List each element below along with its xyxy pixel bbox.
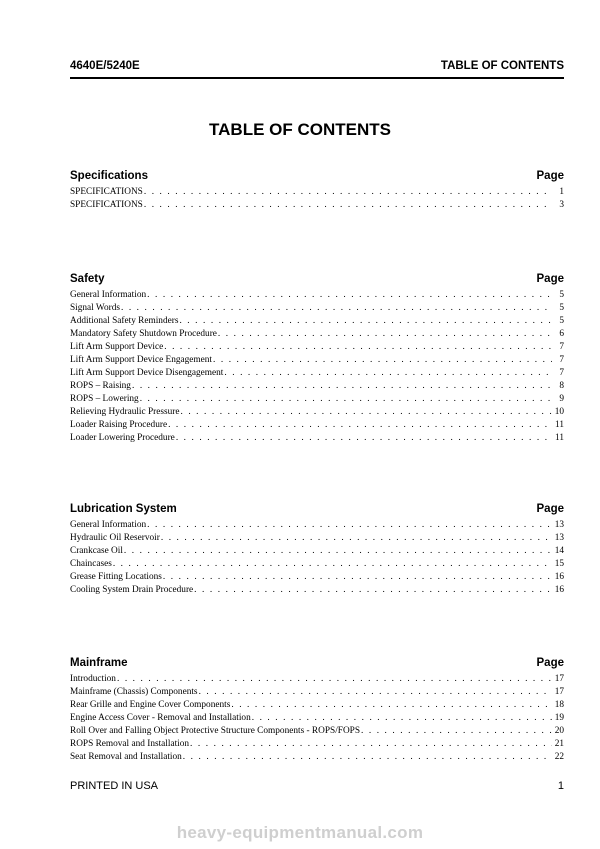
toc-entry-page: 17 <box>554 674 564 684</box>
toc-entry-page: 15 <box>554 559 564 569</box>
leader-dots <box>123 545 552 558</box>
toc-entry-title: ROPS Removal and Installation <box>70 739 190 749</box>
toc-entry[interactable] <box>70 532 564 545</box>
leader-dots <box>139 393 552 406</box>
toc-entry-page: 16 <box>554 585 564 595</box>
toc-entry-page: 11 <box>555 420 564 430</box>
leader-dots <box>120 302 552 315</box>
toc-entry[interactable] <box>70 380 564 393</box>
toc-entry[interactable] <box>70 712 564 725</box>
leader-dots <box>146 519 552 532</box>
toc-entry[interactable] <box>70 673 564 686</box>
leader-dots <box>162 571 552 584</box>
toc-entry-page: 8 <box>559 381 564 391</box>
leader-dots <box>178 315 552 328</box>
leader-dots <box>143 186 552 199</box>
leader-dots <box>112 558 552 571</box>
toc-entry-page: 21 <box>554 739 564 749</box>
toc-entry-title: Cooling System Drain Procedure <box>70 585 194 595</box>
leader-dots <box>160 532 552 545</box>
section-heading: Specifications <box>70 170 148 182</box>
leader-dots <box>175 432 552 445</box>
toc-entry-title: Lift Arm Support Device Disengagement <box>70 368 224 378</box>
toc-entry-title: Introduction <box>70 674 116 684</box>
toc-entry[interactable] <box>70 419 564 432</box>
toc-entry-title: Mainframe (Chassis) Components <box>70 687 198 697</box>
toc-entry[interactable] <box>70 315 564 328</box>
page-column-label: Page <box>536 170 564 182</box>
toc-entry-title: Roll Over and Falling Object Protective Structure Components - ROPS/FOPS <box>70 726 360 736</box>
model-number: 4640E/5240E <box>70 60 140 72</box>
leader-dots <box>217 328 552 341</box>
toc-entry-page: 5 <box>559 303 564 313</box>
toc-entry-title: Rear Grille and Engine Cover Components <box>70 700 231 710</box>
toc-entry[interactable] <box>70 571 564 584</box>
toc-entry[interactable] <box>70 302 564 315</box>
toc-entry-page: 19 <box>554 713 564 723</box>
toc-entry[interactable] <box>70 199 564 212</box>
page-footer <box>70 780 564 794</box>
toc-entry-page: 22 <box>554 752 564 762</box>
section-heading-row <box>70 170 564 185</box>
toc-entry-title: ROPS – Raising <box>70 381 131 391</box>
toc-entry-page: 11 <box>555 433 564 443</box>
leader-dots <box>198 686 552 699</box>
toc-entry-title: Signal Words <box>70 303 120 313</box>
toc-entry-page: 10 <box>554 407 564 417</box>
section-heading-row <box>70 273 564 288</box>
page-number: 1 <box>557 780 564 792</box>
leader-dots <box>143 199 552 212</box>
watermark: heavy-equipmentmanual.com <box>176 823 424 842</box>
leader-dots <box>146 289 552 302</box>
toc-section-specifications <box>70 170 564 212</box>
toc-entry-title: Lift Arm Support Device <box>70 342 164 352</box>
page-title: TABLE OF CONTENTS <box>209 120 391 139</box>
leader-dots <box>230 699 552 712</box>
toc-section-lubrication-system <box>70 503 564 597</box>
section-heading-row <box>70 503 564 518</box>
toc-entry[interactable] <box>70 738 564 751</box>
toc-entry-title: Seat Removal and Installation <box>70 752 182 762</box>
toc-entry-title: Additional Safety Reminders <box>70 316 179 326</box>
toc-entry-title: ROPS – Lowering <box>70 394 139 404</box>
toc-entry[interactable] <box>70 367 564 380</box>
page-column-label: Page <box>536 503 564 515</box>
toc-entry-title: Mandatory Safety Shutdown Procedure <box>70 329 217 339</box>
leader-dots <box>167 419 552 432</box>
toc-entry[interactable] <box>70 328 564 341</box>
toc-entry-page: 6 <box>559 329 564 339</box>
toc-entry-page: 1 <box>559 187 564 197</box>
section-heading: Mainframe <box>70 657 128 669</box>
toc-entry[interactable] <box>70 393 564 406</box>
toc-entry-page: 16 <box>554 572 564 582</box>
toc-entry[interactable] <box>70 186 564 199</box>
toc-entry-page: 17 <box>554 687 564 697</box>
toc-entry-page: 20 <box>554 726 564 736</box>
leader-dots <box>131 380 552 393</box>
toc-entry-page: 9 <box>559 394 564 404</box>
leader-dots <box>189 738 552 751</box>
toc-section-safety <box>70 273 564 445</box>
toc-entry-title: Grease Fitting Locations <box>70 572 162 582</box>
leader-dots <box>360 725 552 738</box>
header-rule <box>70 77 564 79</box>
toc-entry-title: SPECIFICATIONS <box>70 187 143 197</box>
toc-entry[interactable] <box>70 406 564 419</box>
leader-dots <box>193 584 552 597</box>
toc-entry-page: 7 <box>559 368 564 378</box>
section-heading-row <box>70 657 564 672</box>
toc-entry-title: Loader Lowering Procedure <box>70 433 175 443</box>
leader-dots <box>163 341 552 354</box>
toc-entry-page: 14 <box>554 546 564 556</box>
toc-entry[interactable] <box>70 584 564 597</box>
toc-entry-page: 7 <box>559 342 564 352</box>
toc-entry-title: Chaincases <box>70 559 112 569</box>
toc-entry-title: Crankcase Oil <box>70 546 123 556</box>
toc-entry-page: 18 <box>554 700 564 710</box>
toc-entry-page: 13 <box>554 520 564 530</box>
print-notice: PRINTED IN USA <box>70 780 159 792</box>
toc-entry-title: SPECIFICATIONS <box>70 200 143 210</box>
toc-entry-title: General Information <box>70 520 147 530</box>
toc-entry-title: Loader Raising Procedure <box>70 420 168 430</box>
running-header <box>70 60 564 76</box>
toc-entry-page: 7 <box>559 355 564 365</box>
toc-entry[interactable] <box>70 432 564 445</box>
leader-dots <box>182 751 552 764</box>
leader-dots <box>251 712 552 725</box>
toc-entry[interactable] <box>70 686 564 699</box>
toc-section-mainframe <box>70 657 564 764</box>
toc-entry[interactable] <box>70 341 564 354</box>
page-column-label: Page <box>536 273 564 285</box>
toc-entry-page: 13 <box>554 533 564 543</box>
toc-entry[interactable] <box>70 545 564 558</box>
toc-entry-title: General Information <box>70 290 147 300</box>
toc-entry[interactable] <box>70 558 564 571</box>
header-section-title: TABLE OF CONTENTS <box>440 60 564 72</box>
leader-dots <box>116 673 552 686</box>
toc-entry-page: 5 <box>559 316 564 326</box>
leader-dots <box>179 406 552 419</box>
toc-entry[interactable] <box>70 751 564 764</box>
toc-entry[interactable] <box>70 354 564 367</box>
section-heading: Lubrication System <box>70 503 177 515</box>
toc-entry-title: Relieving Hydraulic Pressure <box>70 407 180 417</box>
section-heading: Safety <box>70 273 105 285</box>
toc-entry[interactable] <box>70 519 564 532</box>
toc-entry[interactable] <box>70 289 564 302</box>
toc-entry-page: 5 <box>559 290 564 300</box>
page-column-label: Page <box>536 657 564 669</box>
toc-entry-title: Hydraulic Oil Reservoir <box>70 533 160 543</box>
toc-entry-page: 3 <box>559 200 564 210</box>
toc-entry-title: Lift Arm Support Device Engagement <box>70 355 212 365</box>
toc-entry[interactable] <box>70 699 564 712</box>
leader-dots <box>212 354 552 367</box>
toc-entry[interactable] <box>70 725 564 738</box>
leader-dots <box>223 367 552 380</box>
toc-entry-title: Engine Access Cover - Removal and Installation <box>70 713 251 723</box>
